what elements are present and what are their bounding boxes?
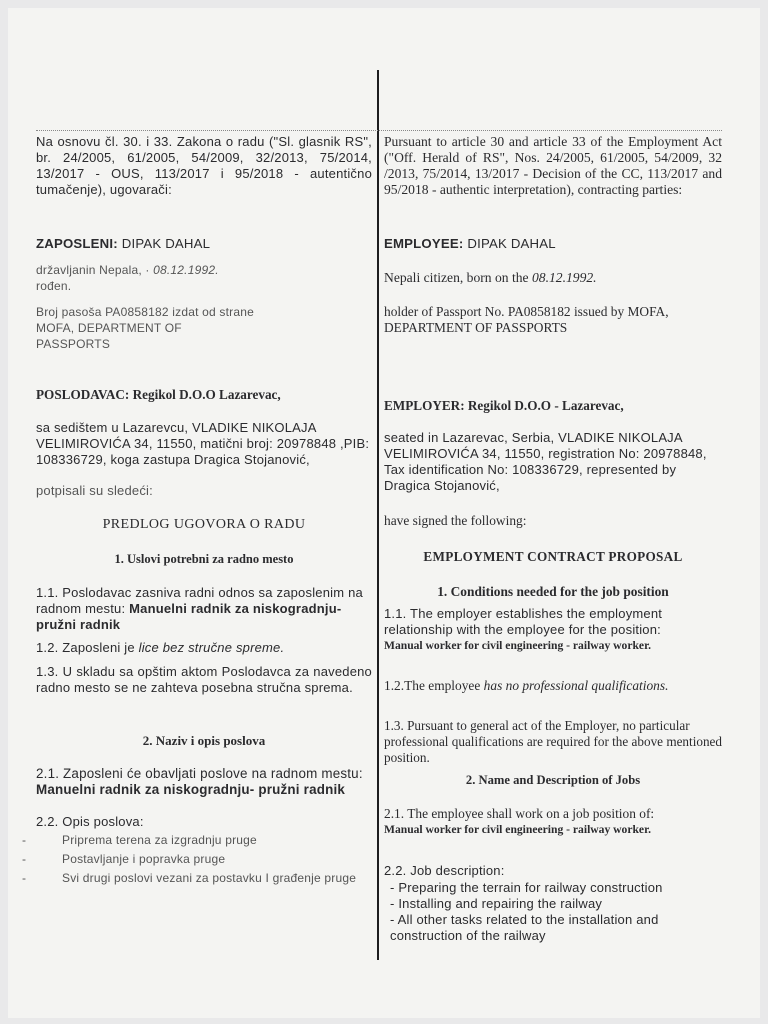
passport-sr: Broj pasoša PA0858182 izdat od strane MOFA, DEPARTMENT OF PASSPORTS — [36, 305, 254, 351]
clause-1-2-prefix-en: 1.2.The employee — [384, 678, 481, 693]
duties-list-en — [390, 880, 722, 944]
signed-sr: potpisali su sledeći: — [36, 483, 153, 498]
dotted-rule — [36, 130, 722, 131]
clause-1-2-italic-en: has no professional qualifications. — [483, 678, 669, 693]
citizen-prefix-en: Nepali citizen, born on the — [384, 270, 529, 285]
born-sr: rođen. — [36, 279, 72, 293]
signed-en: have signed the following: — [384, 513, 527, 528]
section1-title-en: 1. Conditions needed for the job position — [437, 584, 669, 599]
duty-item-sr: - Priprema terena za izgradnju pruge — [36, 832, 372, 848]
intro-sr: Na osnovu čl. 30. i 33. Zakona o radu ("Sl. glasnik RS", br. 24/2005, 61/2005, 54/2009, 32/2013, 75/2014, 13/2017 - ОUS, 113/2017 i 95/2018 - autentično tumačenje), ugovarači: — [36, 134, 372, 197]
employer-line-sr: POSLODAVAC: Regikol D.O.O Lazarevac, — [36, 387, 281, 402]
duty-item-en: - All other tasks related to the installation and construction of the railway — [390, 912, 659, 943]
employee-name-sr: DIPAK DAHAL — [121, 236, 211, 251]
birth-date-sr: 08.12.1992. — [153, 263, 219, 277]
employee-label-en: EMPLOYEE: — [384, 236, 464, 251]
birth-date-en: 08.12.1992. — [531, 270, 597, 285]
duty-item-sr: - Postavljanje i popravka pruge — [36, 851, 372, 867]
citizen-prefix-sr: državljanin Nepala, · — [36, 263, 150, 277]
intro-en: Pursuant to article 30 and article 33 of the Employment Act ("Off. Herald of RS", Nos. 24/2005, 61/2005, 54/2009, 32 /2013, 75/2014, 13/2017 - Decision of the CC, 113/2017 and 95/2018 - authentic interpretation), contracting parties: — [384, 134, 722, 197]
section2-title-sr: 2. Naziv i opis poslova — [142, 733, 266, 748]
employee-line-en — [384, 236, 722, 252]
clause-1-1-position-en: Manual worker for civil engineering - railway worker. — [384, 639, 652, 652]
contract-title-sr: PREDLOG UGOVORA O RADU — [102, 517, 306, 532]
clause-1-2-prefix-sr: 1.2. Zaposleni je — [36, 640, 135, 655]
employer-line-en: EMPLOYER: Regikol D.O.O - Lazarevac, — [384, 398, 624, 413]
contract-title-en: EMPLOYMENT CONTRACT PROPOSAL — [423, 549, 683, 564]
clause-1-1-position-sr: Manuelni radnik za niskogradnju-pružni radnik — [36, 601, 342, 632]
duty-item-en: - Installing and repairing the railway — [390, 896, 603, 911]
clause-2-1-position-sr: Manuelni radnik za niskogradnju- pružni radnik — [36, 782, 346, 797]
clause-2-1-en: 2.1. The employee shall work on a job position of: — [384, 806, 655, 821]
employee-name-en: DIPAK DAHAL — [467, 236, 556, 251]
section2-title-en: 2. Name and Description of Jobs — [465, 773, 641, 787]
duty-item-en: - Preparing the terrain for railway construction — [390, 880, 663, 895]
passport-en: holder of Passport No. PA0858182 issued by MOFA, DEPARTMENT OF PASSPORTS — [384, 304, 669, 335]
column-divider — [377, 70, 379, 960]
clause-2-1-sr: 2.1. Zaposleni će obavljati poslove na radnom mestu: — [36, 766, 363, 781]
clause-2-2-en: 2.2. Job description: — [384, 863, 505, 878]
clause-1-2-italic-sr: lice bez stručne spreme. — [138, 640, 285, 655]
clause-1-1-en: 1.1. The employer establishes the employment relationship with the employee for the position: — [384, 606, 663, 637]
clause-1-3-sr: 1.3. U skladu sa opštim aktom Poslodavca za navedeno radno mesto se ne zahteva posebna stručna sprema. — [36, 664, 372, 695]
employer-seat-en: seated in Lazarevac, Serbia, VLADIKE NIKOLAJA VELIMIROVIĆA 34, 11550, registration No: 20978848, Tax identification No: 108336729, represented by Dragica Stojanović, — [384, 430, 707, 493]
clause-2-1-position-en: Manual worker for civil engineering - railway worker. — [384, 823, 652, 836]
clause-1-1-text-sr: 1.1. Poslodavac zasniva radni odnos sa zaposlenim na radnom mestu: — [36, 585, 363, 616]
employee-line-sr — [36, 236, 372, 252]
clause-1-3-en: 1.3. Pursuant to general act of the Employer, no particular professional qualifications are required for the above mentioned position. — [384, 718, 722, 765]
duties-list-sr — [36, 832, 372, 886]
clause-1-2-en — [384, 678, 722, 694]
clause-1-2-sr — [36, 640, 372, 656]
employer-seat-sr: sa sedištem u Lazarevcu, VLADIKE NIKOLAJA VELIMIROVIĆA 34, 11550, matični broj: 20978848 ,PIB: 108336729, koga zastupa Dragica Stojanović, — [36, 420, 370, 467]
clause-2-2-sr: 2.2. Opis poslova: — [36, 814, 144, 829]
citizenship-sr — [36, 262, 372, 278]
clause-1-1-sr — [36, 585, 372, 633]
employee-label-sr: ZAPOSLENI: — [36, 236, 118, 251]
citizenship-en — [384, 270, 722, 286]
duty-item-sr: - Svi drugi poslovi vezani za postavku I građenje pruge — [36, 870, 372, 886]
section1-title-sr: 1. Uslovi potrebni za radno mesto — [114, 552, 294, 566]
